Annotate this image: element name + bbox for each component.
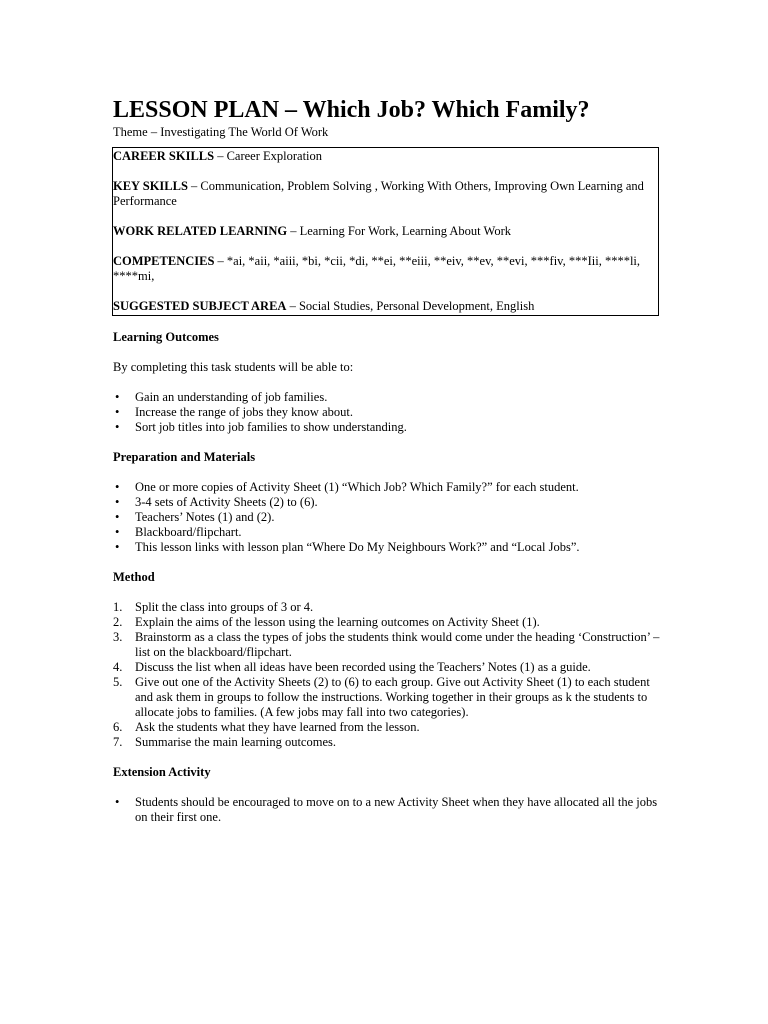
list-item [113, 675, 661, 720]
step-number: 4. [113, 660, 123, 674]
list-item [113, 405, 661, 420]
info-subject-area [113, 299, 652, 314]
list-item-text: Explain the aims of the lesson using the learning outcomes on Activity Sheet (1). [135, 615, 540, 629]
info-text: – Learning For Work, Learning About Work [287, 224, 511, 238]
method-list [113, 600, 661, 750]
list-item-text: Ask the students what they have learned from the lesson. [135, 720, 420, 734]
step-number: 7. [113, 735, 123, 749]
list-item-text: Sort job titles into job families to show understanding. [135, 420, 407, 434]
preparation-list [113, 480, 661, 555]
list-item [113, 630, 661, 660]
bullet: • [115, 420, 120, 434]
info-text: – Social Studies, Personal Development, English [286, 299, 535, 313]
list-item [113, 795, 661, 825]
info-text: – Career Exploration [214, 149, 323, 163]
list-item [113, 480, 661, 495]
info-box [112, 147, 659, 316]
list-item-text: Blackboard/flipchart. [135, 525, 242, 539]
bullet: • [115, 405, 120, 419]
list-item [113, 540, 661, 555]
extension-heading: Extension Activity [113, 765, 211, 779]
list-item [113, 720, 661, 735]
bullet: • [115, 525, 120, 539]
info-key-skills [113, 179, 652, 209]
list-item-text: Summarise the main learning outcomes. [135, 735, 336, 749]
bullet: • [115, 510, 120, 524]
learning-outcomes-list [113, 390, 661, 435]
list-item [113, 390, 661, 405]
list-item-text: Give out one of the Activity Sheets (2) to (6) to each group. Give out Activity Sheet (1) to each student and ask them in groups to follow the instructions. Working together in their groups as k the students to allocate jobs to families. (A few jobs may fall into two categories). [135, 675, 650, 719]
extension-list [113, 795, 661, 825]
list-item-text: One or more copies of Activity Sheet (1) “Which Job? Which Family?” for each student. [135, 480, 579, 494]
info-text: – *ai, *aii, *aiii, *bi, *cii, *di, **ei, **eiii, **eiv, **ev, **evi, ***fiv, ***Iii, ****li, ****mi, [113, 254, 641, 283]
step-number: 2. [113, 615, 123, 629]
info-text: – Communication, Problem Solving , Working With Others, Improving Own Learning and Performance [113, 179, 644, 208]
info-work-related-learning [113, 224, 652, 239]
step-number: 3. [113, 630, 123, 644]
list-item [113, 660, 661, 675]
list-item-text: Discuss the list when all ideas have been recorded using the Teachers’ Notes (1) as a guide. [135, 660, 591, 674]
list-item [113, 600, 661, 615]
list-item-text: Increase the range of jobs they know about. [135, 405, 353, 419]
learning-outcomes-heading: Learning Outcomes [113, 330, 219, 344]
bullet: • [115, 495, 120, 509]
info-label: KEY SKILLS [113, 179, 188, 193]
list-item-text: Brainstorm as a class the types of jobs the students think would come under the heading ‘Construction’ – list on the blackboard/flipchart. [135, 630, 660, 659]
lesson-plan-page [113, 96, 661, 825]
preparation-heading: Preparation and Materials [113, 450, 256, 464]
bullet: • [115, 540, 120, 554]
info-competencies [113, 254, 652, 284]
step-number: 6. [113, 720, 123, 734]
list-item-text: Gain an understanding of job families. [135, 390, 328, 404]
bullet: • [115, 390, 120, 404]
info-career-skills [113, 149, 652, 164]
bullet: • [115, 480, 120, 494]
list-item [113, 510, 661, 525]
list-item-text: 3-4 sets of Activity Sheets (2) to (6). [135, 495, 318, 509]
page-title: LESSON PLAN – Which Job? Which Family? [113, 97, 590, 123]
learning-outcomes-intro: By completing this task students will be able to: [113, 360, 354, 374]
info-label: CAREER SKILLS [113, 149, 215, 163]
list-item-text: This lesson links with lesson plan “Where Do My Neighbours Work?” and “Local Jobs”. [135, 540, 580, 554]
list-item [113, 495, 661, 510]
step-number: 5. [113, 675, 123, 689]
list-item [113, 615, 661, 630]
list-item [113, 735, 661, 750]
info-label: COMPETENCIES [113, 254, 215, 268]
info-label: SUGGESTED SUBJECT AREA [113, 299, 287, 313]
list-item [113, 525, 661, 540]
list-item [113, 420, 661, 435]
theme-line: Theme – Investigating The World Of Work [113, 125, 329, 139]
list-item-text: Students should be encouraged to move on to a new Activity Sheet when they have allocated all the jobs on their first one. [135, 795, 658, 824]
info-label: WORK RELATED LEARNING [113, 224, 288, 238]
list-item-text: Teachers’ Notes (1) and (2). [135, 510, 275, 524]
method-heading: Method [113, 570, 155, 584]
step-number: 1. [113, 600, 123, 614]
bullet: • [115, 795, 120, 809]
list-item-text: Split the class into groups of 3 or 4. [135, 600, 314, 614]
